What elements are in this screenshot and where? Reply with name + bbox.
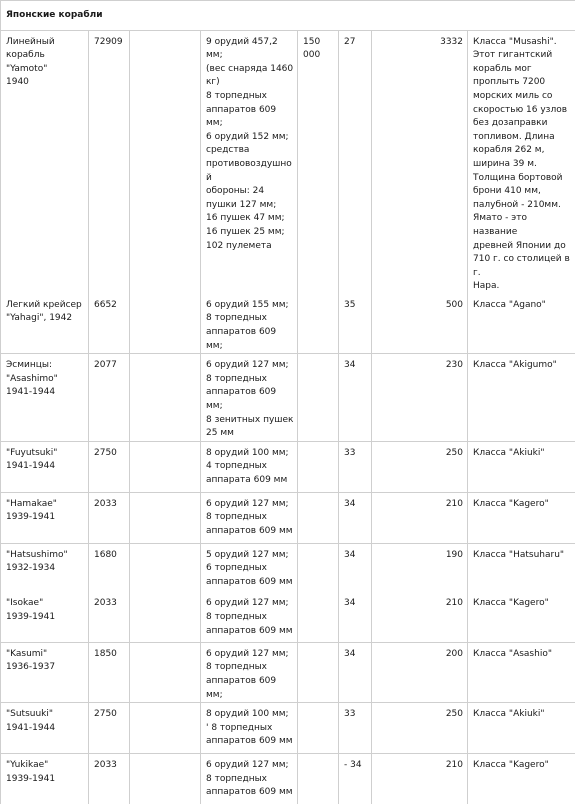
table-row — [1, 354, 575, 442]
crew-text — [298, 354, 338, 359]
note-cell — [468, 294, 575, 354]
range-cell — [372, 754, 468, 804]
note-text: Класса "Akigumo" — [468, 354, 575, 373]
range-text: 250 — [372, 703, 467, 722]
ship-name-text: "Hatsushimo" 1932-1934 — [1, 544, 88, 576]
range-text: 210 — [372, 592, 467, 611]
crew-cell — [298, 294, 339, 354]
blank-cell — [130, 354, 201, 442]
blank-text — [130, 544, 200, 549]
note-cell — [468, 492, 575, 543]
armament-cell — [201, 441, 298, 492]
armament-cell — [201, 354, 298, 442]
note-cell — [468, 30, 575, 294]
displacement-cell — [89, 294, 130, 354]
range-text: 210 — [372, 493, 467, 512]
ship-name-cell — [1, 642, 89, 702]
armament-text: 6 орудий 127 мм; 8 торпедных аппаратов 609 мм — [201, 493, 297, 539]
ship-name-cell — [1, 354, 89, 442]
ship-name-text: Линейный корабль "Yamoto" 1940 — [1, 31, 88, 90]
range-cell — [372, 543, 468, 592]
speed-text: - 34 — [339, 754, 371, 773]
blank-text — [130, 354, 200, 359]
blank-cell — [130, 492, 201, 543]
armament-text: 9 орудий 457,2 мм; (вес снаряда 1460 кг) 8 торпедных аппаратов 609 мм; 6 орудий 152 мм; средства противовоздушной обороны: 24 пушки 127 мм; 16 пушек 47 мм; 16 пушек 25 мм; 102 пулемета — [201, 31, 297, 254]
ship-name-cell — [1, 703, 89, 754]
crew-text — [298, 294, 338, 299]
note-text: Класса "Akiuki" — [468, 442, 575, 461]
note-text: Класса "Kagero" — [468, 592, 575, 611]
blank-cell — [130, 441, 201, 492]
note-text: Класса "Agano" — [468, 294, 575, 313]
displacement-text: 1680 — [89, 544, 129, 563]
displacement-text: 2033 — [89, 493, 129, 512]
speed-text: 34 — [339, 354, 371, 373]
ship-name-text: Эсминцы: "Asashimo" 1941-1944 — [1, 354, 88, 400]
ship-name-cell — [1, 492, 89, 543]
range-cell — [372, 642, 468, 702]
crew-cell — [298, 441, 339, 492]
armament-cell — [201, 543, 298, 592]
armament-text: 5 орудий 127 мм; 6 торпедных аппаратов 609 мм — [201, 544, 297, 590]
blank-text — [130, 294, 200, 299]
table-row — [1, 441, 575, 492]
range-text: 230 — [372, 354, 467, 373]
displacement-text: 2033 — [89, 592, 129, 611]
blank-cell — [130, 703, 201, 754]
note-cell — [468, 642, 575, 702]
speed-cell — [339, 492, 372, 543]
table-row — [1, 294, 575, 354]
ship-name-cell — [1, 294, 89, 354]
note-text: Класса "Musashi". Этот гигантский корабль мог проплыть 7200 морских миль со скоростью 16 узлов без дозаправки топливом. Длина корабля 262 м, ширина 39 м. Толщина бортовой брони 410 мм, палубной - 210мм. Ямато - это название древней Японии до 710 г. со столицей в г. Нара. — [468, 31, 575, 294]
range-text: 200 — [372, 643, 467, 662]
speed-cell — [339, 294, 372, 354]
blank-cell — [130, 592, 201, 642]
displacement-cell — [89, 703, 130, 754]
displacement-cell — [89, 592, 130, 642]
range-cell — [372, 354, 468, 442]
range-cell — [372, 703, 468, 754]
crew-text — [298, 703, 338, 708]
displacement-text: 2077 — [89, 354, 129, 373]
crew-text — [298, 544, 338, 549]
speed-text: 33 — [339, 442, 371, 461]
ship-name-text: "Hamakae" 1939-1941 — [1, 493, 88, 525]
ship-name-cell — [1, 754, 89, 804]
range-text: 190 — [372, 544, 467, 563]
speed-text: 33 — [339, 703, 371, 722]
speed-text: 34 — [339, 643, 371, 662]
displacement-text: 1850 — [89, 643, 129, 662]
table-row — [1, 642, 575, 702]
range-cell — [372, 441, 468, 492]
ship-name-text: Легкий крейсер "Yahagi", 1942 — [1, 294, 88, 326]
note-cell — [468, 354, 575, 442]
displacement-text: 72909 — [89, 31, 129, 50]
armament-cell — [201, 592, 298, 642]
blank-cell — [130, 30, 201, 294]
ship-name-text: "Isokae" 1939-1941 — [1, 592, 88, 624]
crew-cell — [298, 754, 339, 804]
table-row — [1, 543, 575, 592]
displacement-cell — [89, 543, 130, 592]
armament-text: 6 орудий 127 мм; 8 торпедных аппаратов 609 мм; — [201, 643, 297, 702]
blank-text — [130, 442, 200, 447]
table-row — [1, 492, 575, 543]
armament-cell — [201, 294, 298, 354]
ship-name-cell — [1, 543, 89, 592]
blank-cell — [130, 294, 201, 354]
displacement-cell — [89, 492, 130, 543]
crew-cell — [298, 642, 339, 702]
armament-text: 6 орудий 127 мм; 8 торпедных аппаратов 609 мм — [201, 592, 297, 638]
armament-text: 8 орудий 100 мм; 4 торпедных аппарата 609 мм — [201, 442, 297, 488]
note-cell — [468, 441, 575, 492]
displacement-cell — [89, 441, 130, 492]
speed-text: 34 — [339, 544, 371, 563]
crew-text — [298, 442, 338, 447]
range-cell — [372, 294, 468, 354]
speed-cell — [339, 543, 372, 592]
speed-cell — [339, 30, 372, 294]
crew-text — [298, 493, 338, 498]
displacement-cell — [89, 354, 130, 442]
displacement-text: 6652 — [89, 294, 129, 313]
speed-cell — [339, 354, 372, 442]
blank-cell — [130, 543, 201, 592]
displacement-cell — [89, 30, 130, 294]
blank-text — [130, 643, 200, 648]
speed-cell — [339, 703, 372, 754]
range-text: 500 — [372, 294, 467, 313]
speed-text: 34 — [339, 493, 371, 512]
blank-text — [130, 592, 200, 597]
displacement-text: 2033 — [89, 754, 129, 773]
speed-cell — [339, 754, 372, 804]
blank-cell — [130, 642, 201, 702]
note-text: Класса "Kagero" — [468, 493, 575, 512]
range-text: 3332 — [372, 31, 467, 50]
ship-name-cell — [1, 441, 89, 492]
ship-name-cell — [1, 592, 89, 642]
range-text: 210 — [372, 754, 467, 773]
speed-cell — [339, 642, 372, 702]
crew-cell — [298, 354, 339, 442]
armament-cell — [201, 703, 298, 754]
crew-text — [298, 754, 338, 759]
crew-cell — [298, 543, 339, 592]
note-cell — [468, 592, 575, 642]
ship-name-text: "Yukikae" 1939-1941 — [1, 754, 88, 786]
note-text: Класса "Asashio" — [468, 643, 575, 662]
ship-name-text: "Fuyutsuki" 1941-1944 — [1, 442, 88, 474]
armament-cell — [201, 492, 298, 543]
armament-text: 8 орудий 100 мм; ' 8 торпедных аппаратов 609 мм — [201, 703, 297, 749]
armament-text: 6 орудий 127 мм; 8 торпедных аппаратов 609 мм; 8 зенитных пушек 25 мм — [201, 354, 297, 441]
note-cell — [468, 754, 575, 804]
note-text: Класса "Hatsuharu" — [468, 544, 575, 563]
table-row — [1, 703, 575, 754]
displacement-text: 2750 — [89, 703, 129, 722]
range-cell — [372, 30, 468, 294]
blank-text — [130, 754, 200, 759]
section-header-row — [1, 1, 575, 31]
section-title: Японские корабли — [1, 1, 575, 30]
note-text: Класса "Kagero" — [468, 754, 575, 773]
range-text: 250 — [372, 442, 467, 461]
crew-text — [298, 592, 338, 597]
note-cell — [468, 543, 575, 592]
crew-cell — [298, 30, 339, 294]
armament-text: 6 орудий 155 мм; 8 торпедных аппаратов 609 мм; — [201, 294, 297, 353]
speed-text: 35 — [339, 294, 371, 313]
section-header-cell — [1, 1, 575, 31]
speed-text: 27 — [339, 31, 371, 50]
ship-name-text: "Kasumi" 1936-1937 — [1, 643, 88, 675]
crew-cell — [298, 492, 339, 543]
blank-cell — [130, 754, 201, 804]
range-cell — [372, 592, 468, 642]
range-cell — [372, 492, 468, 543]
crew-text: 150 000 — [298, 31, 338, 63]
armament-cell — [201, 30, 298, 294]
armament-cell — [201, 754, 298, 804]
table-row — [1, 30, 575, 294]
crew-cell — [298, 592, 339, 642]
blank-text — [130, 31, 200, 36]
table-row — [1, 754, 575, 804]
table-row — [1, 592, 575, 642]
displacement-text: 2750 — [89, 442, 129, 461]
speed-cell — [339, 441, 372, 492]
displacement-cell — [89, 754, 130, 804]
ship-name-text: "Sutsuuki" 1941-1944 — [1, 703, 88, 735]
crew-text — [298, 643, 338, 648]
speed-cell — [339, 592, 372, 642]
armament-cell — [201, 642, 298, 702]
blank-text — [130, 493, 200, 498]
note-text: Класса "Akiuki" — [468, 703, 575, 722]
note-cell — [468, 703, 575, 754]
blank-text — [130, 703, 200, 708]
displacement-cell — [89, 642, 130, 702]
ship-name-cell — [1, 30, 89, 294]
speed-text: 34 — [339, 592, 371, 611]
armament-text: 6 орудий 127 мм; 8 торпедных аппаратов 609 мм — [201, 754, 297, 800]
crew-cell — [298, 703, 339, 754]
